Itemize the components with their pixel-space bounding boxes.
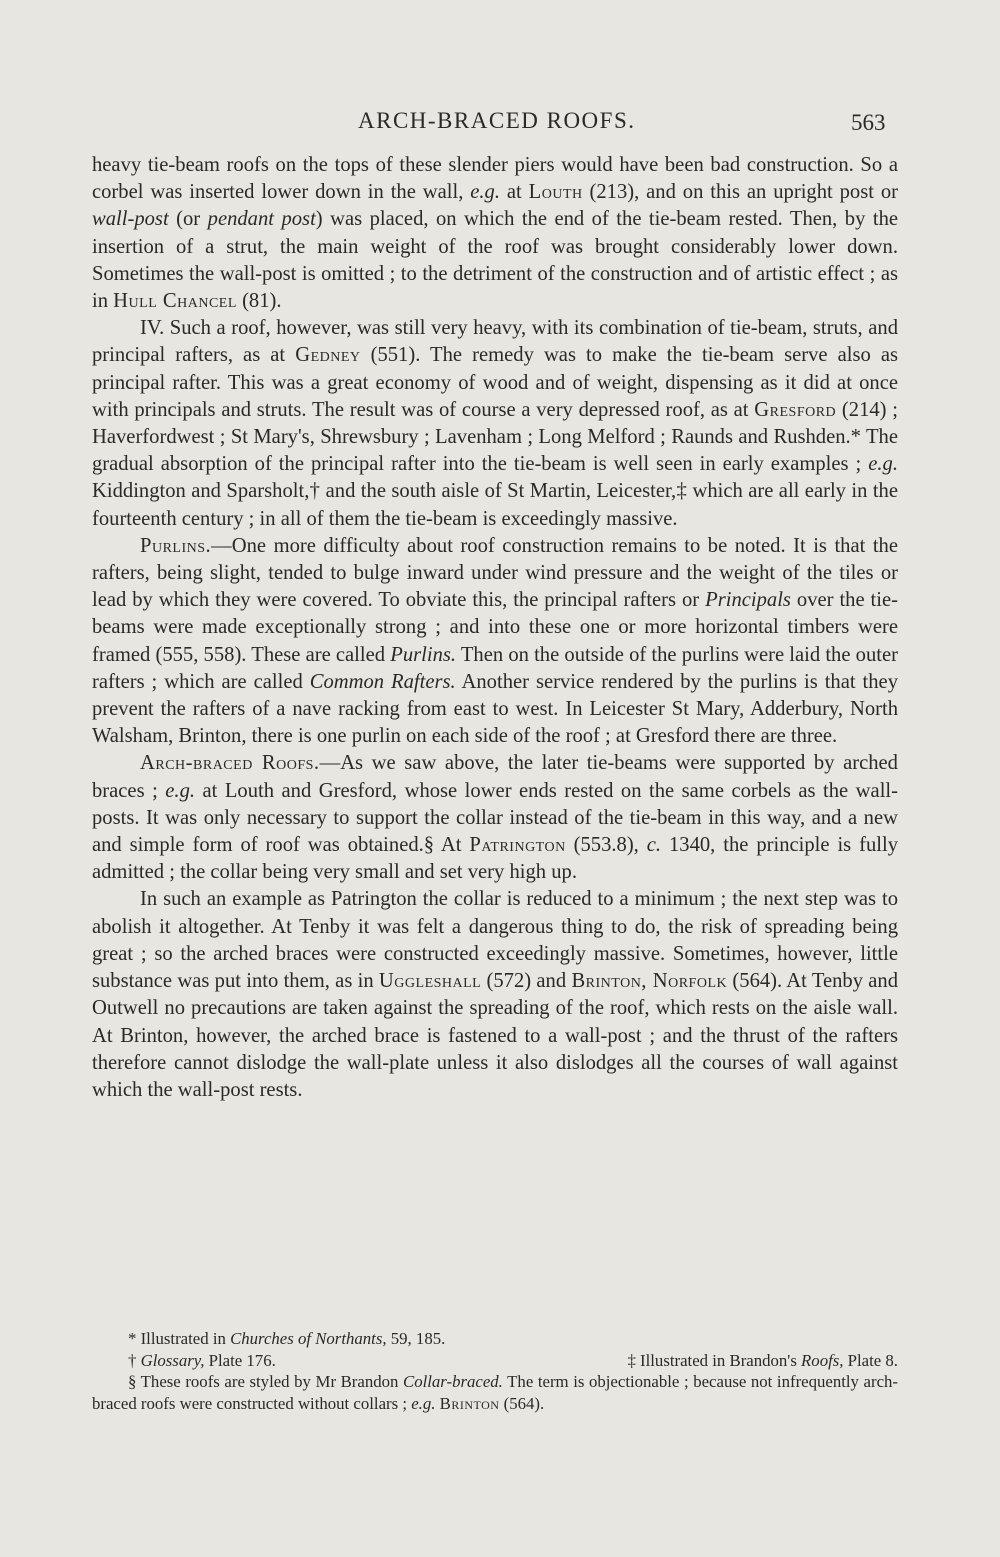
text-run: In such an example as Patrington the collar is reduced to a minimum ; the next step was to abolish it altogether. At Tenby it was felt a dangerous thing to do, the risk of spreading being great ; so the arched braces were constructed exceedingly massive. Sometimes, however, little substance was put into them, as in [92, 888, 898, 993]
italic-term: wall-post [92, 208, 169, 231]
italic-term: pendant post [207, 208, 316, 231]
italic-term: Principals [705, 589, 791, 612]
text-run: § These roofs are styled by Mr Brandon [128, 1372, 403, 1391]
body-text [92, 152, 898, 1104]
text-run: over the tie-beams were made exceptionally strong ; and into these one or more horizontal timbers were framed (555, 558). These are called [92, 589, 898, 666]
italic-run: e.g. [165, 779, 196, 802]
footnote-1 [92, 1328, 898, 1350]
place-name: Uggleshall [378, 970, 482, 993]
text-run: (or [168, 208, 208, 231]
italic-run: e.g. [470, 181, 500, 204]
place-name: Brinton [439, 1393, 500, 1413]
text-run: Plate 8. [843, 1350, 898, 1370]
paragraph-3 [92, 533, 898, 751]
text-run: —As we saw above, the later tie-beams were supported by arched braces ; [92, 752, 898, 802]
text-run: (572) and [481, 970, 572, 993]
place-name: Brinton, Norfolk [571, 970, 728, 993]
text-run: (553.8), [565, 834, 647, 857]
italic-run: Churches of Northants, [230, 1329, 387, 1348]
place-name: Gresford [754, 398, 837, 421]
place-name: Patrington [469, 834, 566, 857]
text-run: 59, 185. [386, 1329, 446, 1348]
text-run: Another service rendered by the purlins is that they prevent the rafters of a nave racking from east to west. In Leicester St Mary, Adderbury, North Walsham, Brinton, there is one purlin on each side of the roof ; at Gresford there are three. [92, 670, 898, 748]
place-name: Louth [528, 181, 583, 204]
running-title: ARCH-BRACED ROOFS. [358, 108, 636, 133]
italic-run: e.g. [411, 1393, 436, 1413]
text-run: (214) ; Haverfordwest ; St Mary's, Shrewsbury ; Lavenham ; Long Melford ; Raunds and Rushden.* The gradual absorption of the principal rafter into the tie-beam is well seen in early examples ; [92, 398, 898, 476]
paragraph-1 [92, 152, 898, 315]
text-run: (564). [499, 1393, 545, 1413]
text-run: IV. Such a roof, however, was still very heavy, with its combination of tie-beam, struts, and principal rafters, as at [92, 317, 898, 367]
text-run: * Illustrated in [128, 1329, 231, 1348]
text-run: (213), and on this an upright post or [582, 181, 898, 204]
italic-run: Roofs, [801, 1350, 844, 1370]
place-name: Gedney [295, 344, 361, 367]
paragraph-4 [92, 750, 898, 886]
text-run: —One more difficulty about roof construction remains to be noted. It is that the rafters, being slight, tended to bulge inward under wind pressure and the weight of the tiles or lead by which they were covered. To obviate this, the principal rafters or [92, 534, 898, 612]
text-run: Then on the outside of the purlins were laid the outer rafters ; which are called [92, 643, 898, 693]
place-name: Hull Chancel [113, 290, 237, 313]
text-run: (551). The remedy was to make the tie-beam serve also as principal rafter. This was a great economy of wood and of weight, dispensing as it did at once with principals and struts. The result was of course a very depressed roof, as at [92, 344, 899, 421]
footnote-3 [627, 1350, 898, 1372]
text-run: 1340, the principle is fully admitted ; the collar being very small and set very high up. [92, 834, 899, 884]
italic-term: Common Rafters. [309, 670, 456, 693]
footnotes [92, 1328, 898, 1414]
italic-run: c. [646, 834, 662, 857]
text-run: heavy tie-beam roofs on the tops of these slender piers would have been bad construction. So a corbel was inserted lower down in the wall, [92, 154, 898, 204]
text-run: Plate 176. [204, 1350, 276, 1370]
footnote-row [92, 1350, 898, 1372]
section-heading: Purlins. [140, 534, 212, 557]
text-run: Kiddington and Sparsholt,† and the south aisle of St Martin, Leicester,‡ which are all early in the fourteenth century ; in all of them the tie-beam is exceedingly massive. [92, 480, 898, 530]
paragraph-5 [92, 886, 898, 1104]
section-heading: Arch-braced Roofs. [140, 752, 320, 775]
italic-run: Glossary, [140, 1350, 205, 1370]
italic-run: e.g. [868, 453, 898, 476]
footnote-4 [92, 1371, 898, 1414]
paragraph-2 [92, 315, 898, 533]
page-number: 563 [851, 110, 886, 135]
footnote-2 [128, 1350, 276, 1372]
text-run: (564). At Tenby and Outwell no precautions are taken against the spreading of the roof, which rests on the aisle wall. At Brinton, however, the arched brace is fastened to a wall-post ; and the thrust of the rafters therefore cannot dislodge the wall-plate unless it also dislodges all the courses of wall against which the wall-post rests. [92, 970, 899, 1101]
text-run: † [128, 1350, 141, 1370]
italic-term: Purlins. [390, 643, 457, 666]
text-run: ‡ Illustrated in Brandon's [627, 1350, 802, 1370]
text-run: (81). [236, 290, 282, 313]
text-run: ) was placed, on which the end of the tie-beam rested. Then, by the insertion of a strut, the main weight of the roof was brought considerably lower down. Sometimes the wall-post is omitted ; to the detriment of the construction and of artistic effect ; as in [92, 208, 899, 313]
page-header [0, 108, 1000, 140]
italic-run: Collar-braced. [403, 1372, 503, 1391]
text-run: at [499, 181, 529, 204]
text-run: at Louth and Gresford, whose lower ends rested on the same corbels as the wall-posts. It was only necessary to support the collar instead of the tie-beam in this way, and a new and simple form of roof was obtained.§ At [92, 779, 898, 857]
text-run: The term is objectionable ; because not infrequently arch-braced roofs were constructed without collars ; [92, 1372, 898, 1413]
